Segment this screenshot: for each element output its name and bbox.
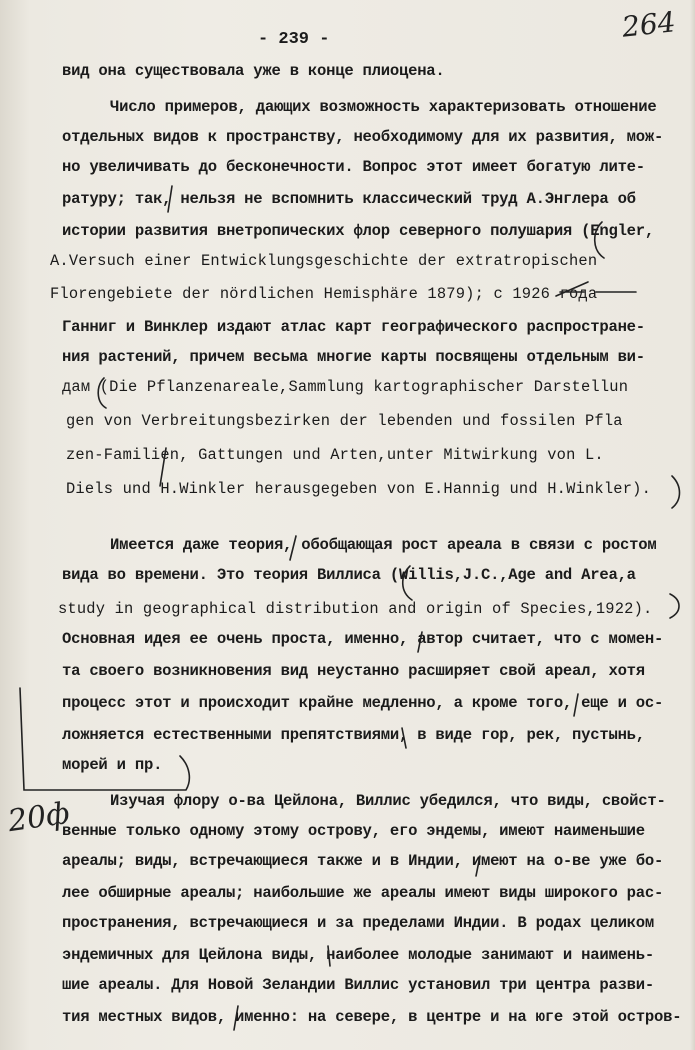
- text-line-6: истории развития внетропических флор северного полушария (Engler,: [62, 222, 655, 240]
- text-line-16: вида во времени. Это теория Виллиса (Willis,J.C.,Age and Area,a: [62, 566, 636, 584]
- text-line-17: study in geographical distribution and origin of Species,1922).: [58, 600, 653, 618]
- text-line-21: ложняется естественными препятствиями, в виде гор, рек, пустынь,: [62, 726, 645, 744]
- text-line-9: Ганниг и Винклер издают атлас карт географического распростране-: [62, 318, 645, 336]
- text-line-23: Изучая флору о-ва Цейлона, Виллис убедился, что виды, свойст-: [110, 792, 666, 810]
- text-line-10: ния растений, причем весьма многие карты посвящены отдельным ви-: [62, 348, 645, 366]
- bracket-mark-5: [670, 594, 679, 618]
- text-line-15: Имеется даже теория, обобщающая рост ареала в связи с ростом: [110, 536, 657, 554]
- text-line-11: дам (Die Pflanzenareale,Sammlung kartographischer Darstellun: [62, 378, 629, 396]
- text-line-27: пространения, встречающиеся и за пределами Индии. В родах целиком: [62, 914, 655, 932]
- text-line-25: ареалы; виды, встречающиеся также и в Индии, имеют на о-ве уже бо-: [62, 852, 664, 870]
- text-line-20: процесс этот и происходит крайне медленно, а кроме того, еще и ос-: [62, 694, 664, 712]
- text-line-18: Основная идея ее очень проста, именно, автор считает, что с момен-: [62, 630, 664, 648]
- handwritten-folio-number: 264: [620, 5, 678, 44]
- text-line-7: A.Versuch einer Entwicklungsgeschichte der extratropischen: [50, 252, 598, 270]
- text-line-12: gen von Verbreitungsbezirken der lebenden und fossilen Pfla: [66, 412, 623, 430]
- text-line-29: шие ареалы. Для Новой Зеландии Виллис установил три центра разви-: [62, 976, 655, 994]
- text-line-14: Diels und H.Winkler herausgegeben von E.Hannig und H.Winkler).: [66, 480, 652, 498]
- text-line-13: zen-Familien, Gattungen und Arten,unter Mitwirkung von L.: [66, 446, 604, 464]
- text-line-8: Florengebiete der nördlichen Hemisphäre 1879); с 1926 года: [50, 285, 598, 303]
- text-line-3: отдельных видов к пространству, необходимому для их развития, мож-: [62, 128, 664, 146]
- text-line-19: та своего возникновения вид неустанно расширяет свой ареал, хотя: [62, 662, 645, 680]
- text-line-1: вид она существовала уже в конце плиоцена.: [62, 62, 445, 80]
- page-number: - 239 -: [258, 30, 330, 49]
- text-line-5: ратуру; так, нельзя не вспомнить классический труд А.Энглера об: [62, 190, 636, 208]
- text-line-4: но увеличивать до бесконечности. Вопрос этот имеет богатую лите-: [62, 158, 645, 176]
- text-line-28: эндемичных для Цейлона виды, наиболее молодые занимают и наимень-: [62, 946, 655, 964]
- text-line-2: Число примеров, дающих возможность характеризовать отношение: [110, 98, 657, 116]
- handwritten-margin-note: 20ф: [5, 795, 72, 840]
- text-line-30: тия местных видов, именно: на севере, в центре и на юге этой остров-: [62, 1008, 682, 1026]
- text-line-22: морей и пр.: [62, 756, 163, 774]
- bracket-mark-4: [672, 476, 680, 508]
- text-line-26: лее обширные ареалы; наибольшие же ареалы имеют виды широкого рас-: [62, 884, 664, 902]
- text-line-24: венные только одному этому острову, его эндемы, имеют наименьшие: [62, 822, 645, 840]
